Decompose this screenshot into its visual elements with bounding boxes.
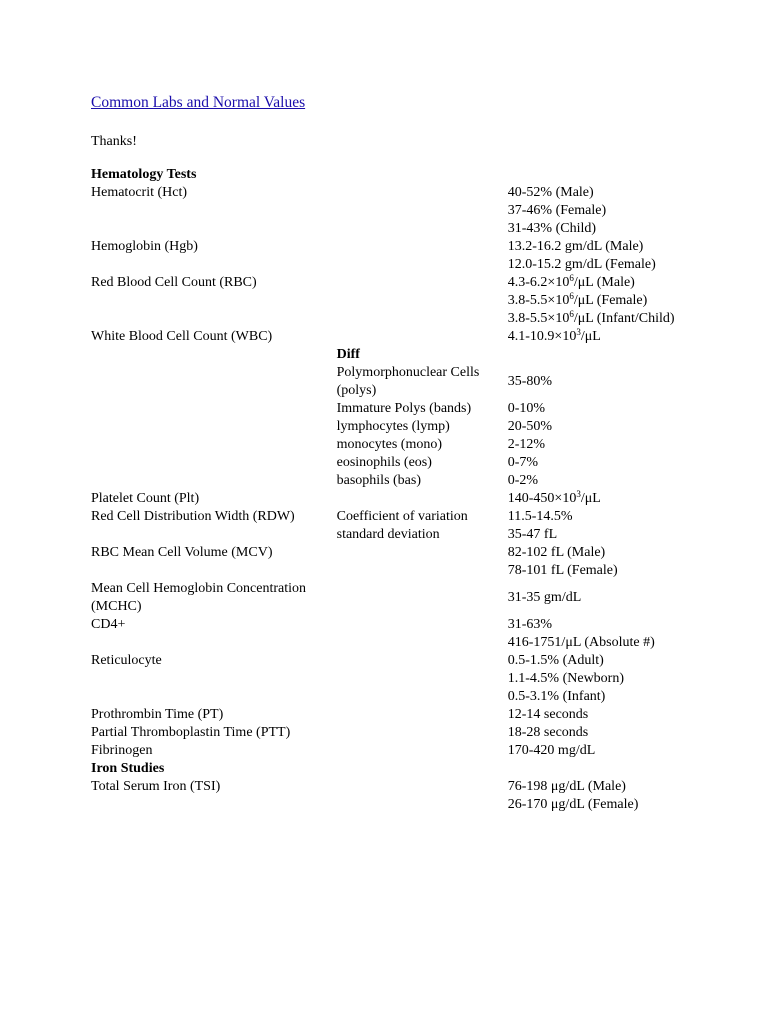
normal-value: 35-47 fL (507, 527, 558, 542)
table-row (88, 796, 688, 814)
test-name (88, 796, 334, 814)
table-row (88, 778, 688, 796)
table-row (88, 454, 688, 472)
table-row (88, 580, 688, 616)
normal-value: 0-10% (507, 401, 546, 416)
value-exponent: 3 (576, 489, 581, 499)
test-name (88, 418, 334, 436)
test-subtype (334, 724, 505, 742)
value-base: 4.1-10.9×10 (507, 329, 577, 344)
table-row (88, 760, 688, 778)
test-subtype (334, 166, 505, 184)
normal-value: 18-28 seconds (507, 725, 589, 740)
section-heading: Iron Studies (91, 761, 165, 776)
test-subtype (334, 616, 505, 634)
table-row (88, 274, 688, 292)
test-name: Partial Thromboplastin Time (PTT) (91, 725, 291, 740)
test-name: Red Blood Cell Count (RBC) (91, 275, 257, 290)
test-subtype: Coefficient of variation (336, 509, 468, 524)
test-subtype (334, 310, 505, 328)
normal-value (505, 310, 688, 328)
table-row (88, 490, 688, 508)
test-subtype (334, 634, 505, 652)
test-name: Mean Cell Hemoglobin Concentration (MCHC) (91, 581, 307, 614)
normal-value: 31-43% (Child) (507, 221, 597, 236)
thanks-text: Thanks! (91, 134, 137, 149)
normal-value: 11.5-14.5% (507, 509, 573, 524)
value-exponent: 6 (569, 309, 574, 319)
test-name: Fibrinogen (91, 743, 153, 758)
test-subtype (334, 274, 505, 292)
test-subtype: monocytes (mono) (336, 437, 442, 452)
test-subtype (334, 184, 505, 202)
test-subtype (334, 580, 505, 616)
table-row (88, 202, 688, 220)
normal-value: 13.2-16.2 gm/dL (Male) (507, 239, 644, 254)
test-subtype (334, 796, 505, 814)
normal-value (505, 166, 688, 184)
normal-value: 0-2% (507, 473, 539, 488)
value-unit: /μL (580, 329, 601, 344)
table-row (88, 166, 688, 184)
normal-value: 26-170 μg/dL (Female) (507, 797, 639, 812)
table-row (88, 634, 688, 652)
test-subtype (334, 670, 505, 688)
test-subtype (334, 688, 505, 706)
normal-value (505, 292, 688, 310)
value-base: 3.8-5.5×10 (507, 293, 570, 308)
table-row (88, 742, 688, 760)
value-unit: /μL (Infant/Child) (573, 311, 675, 326)
normal-value: 35-80% (507, 374, 553, 389)
lab-values-body (88, 166, 688, 814)
test-name (88, 454, 334, 472)
test-name (88, 436, 334, 454)
normal-value: 78-101 fL (Female) (507, 563, 618, 578)
value-unit: /μL (580, 491, 601, 506)
subsection-heading: Diff (336, 347, 360, 362)
normal-value: 40-52% (Male) (507, 185, 594, 200)
test-subtype: lymphocytes (lymp) (336, 419, 450, 434)
test-name (88, 562, 334, 580)
test-name: Hematocrit (Hct) (91, 185, 188, 200)
normal-value: 76-198 μg/dL (Male) (507, 779, 626, 794)
test-name (88, 346, 334, 364)
value-exponent: 6 (569, 273, 574, 283)
normal-value: 82-102 fL (Male) (507, 545, 606, 560)
test-name (88, 220, 334, 238)
normal-value (505, 490, 688, 508)
table-row (88, 328, 688, 346)
normal-value: 0-7% (507, 455, 539, 470)
table-row (88, 346, 688, 364)
test-subtype (334, 490, 505, 508)
normal-value: 0.5-3.1% (Infant) (507, 689, 606, 704)
normal-value: 0.5-1.5% (Adult) (507, 653, 604, 668)
normal-value: 2-12% (507, 437, 546, 452)
table-row (88, 292, 688, 310)
table-row (88, 364, 688, 400)
table-row (88, 238, 688, 256)
normal-value: 12.0-15.2 gm/dL (Female) (507, 257, 656, 272)
test-name (88, 634, 334, 652)
test-name: Platelet Count (Plt) (91, 491, 200, 506)
table-row (88, 400, 688, 418)
test-subtype (334, 652, 505, 670)
normal-value (505, 274, 688, 292)
test-name (88, 364, 334, 400)
test-name (88, 670, 334, 688)
table-row (88, 562, 688, 580)
table-row (88, 652, 688, 670)
test-subtype (334, 202, 505, 220)
value-unit: /μL (Female) (573, 293, 648, 308)
test-subtype (334, 238, 505, 256)
value-base: 4.3-6.2×10 (507, 275, 570, 290)
test-subtype: standard deviation (336, 527, 440, 542)
table-row (88, 688, 688, 706)
test-subtype (334, 328, 505, 346)
test-name (88, 400, 334, 418)
value-base: 3.8-5.5×10 (507, 311, 570, 326)
normal-value: 170-420 mg/dL (507, 743, 596, 758)
test-name: Reticulocyte (91, 653, 162, 668)
test-subtype: Immature Polys (bands) (336, 401, 472, 416)
normal-value (505, 760, 688, 778)
test-subtype (334, 562, 505, 580)
test-subtype (334, 256, 505, 274)
test-name (88, 256, 334, 274)
test-name: White Blood Cell Count (WBC) (91, 329, 273, 344)
test-subtype (334, 778, 505, 796)
test-name (88, 310, 334, 328)
table-row (88, 706, 688, 724)
test-subtype (334, 220, 505, 238)
table-row (88, 472, 688, 490)
test-subtype (334, 706, 505, 724)
value-base: 140-450×10 (507, 491, 577, 506)
normal-value: 37-46% (Female) (507, 203, 607, 218)
table-row (88, 310, 688, 328)
table-row (88, 220, 688, 238)
value-exponent: 6 (569, 291, 574, 301)
normal-value: 12-14 seconds (507, 707, 589, 722)
table-row (88, 724, 688, 742)
test-name: Total Serum Iron (TSI) (91, 779, 221, 794)
test-name: RBC Mean Cell Volume (MCV) (91, 545, 273, 560)
normal-value: 416-1751/μL (Absolute #) (507, 635, 655, 650)
test-name: CD4+ (91, 617, 126, 632)
normal-value: 1.1-4.5% (Newborn) (507, 671, 625, 686)
test-subtype: Polymorphonuclear Cells (polys) (336, 365, 480, 398)
table-row (88, 184, 688, 202)
table-row (88, 256, 688, 274)
value-unit: /μL (Male) (573, 275, 635, 290)
table-row (88, 526, 688, 544)
normal-value (505, 346, 688, 364)
test-name: Prothrombin Time (PT) (91, 707, 224, 722)
table-row (88, 508, 688, 526)
lab-values-table (88, 166, 688, 814)
test-subtype: eosinophils (eos) (336, 455, 432, 470)
document-title-link[interactable]: Common Labs and Normal Values (91, 94, 306, 111)
section-heading: Hematology Tests (91, 167, 197, 182)
test-name (88, 526, 334, 544)
test-subtype (334, 760, 505, 778)
table-row (88, 616, 688, 634)
table-row (88, 670, 688, 688)
test-name (88, 472, 334, 490)
test-subtype (334, 742, 505, 760)
test-subtype: basophils (bas) (336, 473, 422, 488)
value-exponent: 3 (576, 327, 581, 337)
normal-value: 31-63% (507, 617, 553, 632)
normal-value (505, 328, 688, 346)
table-row (88, 544, 688, 562)
test-subtype (334, 544, 505, 562)
test-name: Hemoglobin (Hgb) (91, 239, 198, 254)
normal-value: 31-35 gm/dL (507, 590, 582, 605)
test-name: Red Cell Distribution Width (RDW) (91, 509, 295, 524)
normal-value: 20-50% (507, 419, 553, 434)
test-subtype (334, 292, 505, 310)
test-name (88, 688, 334, 706)
table-row (88, 418, 688, 436)
table-row (88, 436, 688, 454)
test-name (88, 202, 334, 220)
test-name (88, 292, 334, 310)
